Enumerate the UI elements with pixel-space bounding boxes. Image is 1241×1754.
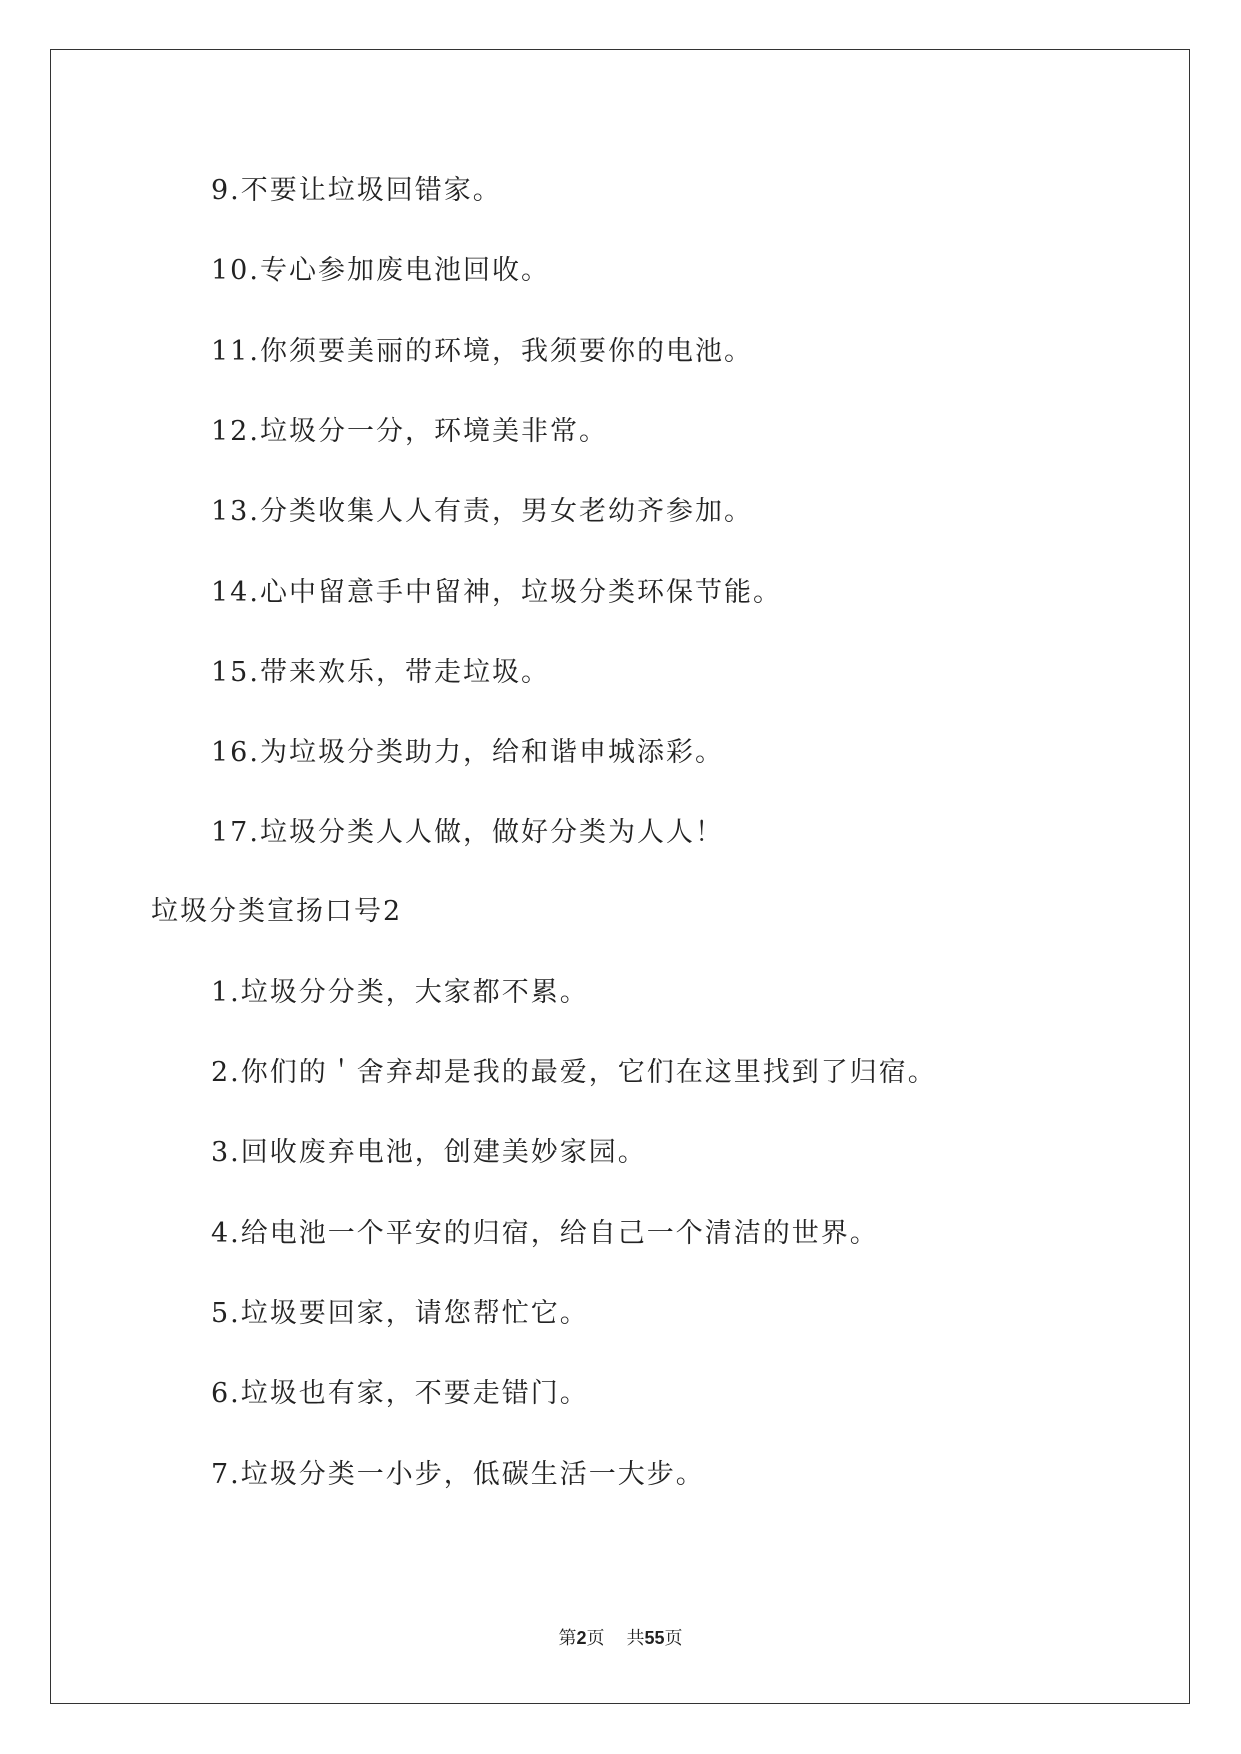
footer-page-number: 2 <box>576 1628 587 1648</box>
slogan-line-10: 10.专心参加废电池回收。 <box>211 255 550 286</box>
slogan-line-11: 11.你须要美丽的环境，我须要你的电池。 <box>211 336 753 367</box>
slogan-line-9: 9.不要让垃圾回错家。 <box>211 175 502 206</box>
page-border <box>50 49 1190 1704</box>
slogan-line-12: 12.垃圾分一分，环境美非常。 <box>211 416 608 447</box>
slogan-line-17: 17.垃圾分类人人做，做好分类为人人！ <box>211 817 724 848</box>
slogan-line-16: 16.为垃圾分类助力，给和谐申城添彩。 <box>211 737 724 768</box>
section-item-7: 7.垃圾分类一小步，低碳生活一大步。 <box>211 1459 705 1490</box>
section-item-5: 5.垃圾要回家，请您帮忙它。 <box>211 1298 589 1329</box>
section-item-2: 2.你们的＇舍弃却是我的最爱，它们在这里找到了归宿。 <box>211 1057 937 1088</box>
footer-total-suffix: 页 <box>664 1628 683 1649</box>
page-footer <box>0 1626 1241 1651</box>
slogan-line-15: 15.带来欢乐，带走垃圾。 <box>211 657 550 688</box>
slogan-line-14: 14.心中留意手中留神，垃圾分类环保节能。 <box>211 577 782 608</box>
section-item-6: 6.垃圾也有家，不要走错门。 <box>211 1378 589 1409</box>
section-item-1: 1.垃圾分分类，大家都不累。 <box>211 977 589 1008</box>
section-item-4: 4.给电池一个平安的归宿，给自己一个清洁的世界。 <box>211 1218 879 1249</box>
footer-total-pages: 55 <box>644 1628 665 1648</box>
footer-prefix: 第 <box>558 1628 577 1649</box>
section-item-3: 3.回收废弃电池，创建美妙家园。 <box>211 1137 647 1168</box>
section-heading: 垃圾分类宣扬口号2 <box>151 896 403 927</box>
footer-total-prefix: 共 <box>626 1628 645 1649</box>
footer-page-suffix: 页 <box>586 1628 605 1649</box>
slogan-line-13: 13.分类收集人人有责，男女老幼齐参加。 <box>211 496 753 527</box>
